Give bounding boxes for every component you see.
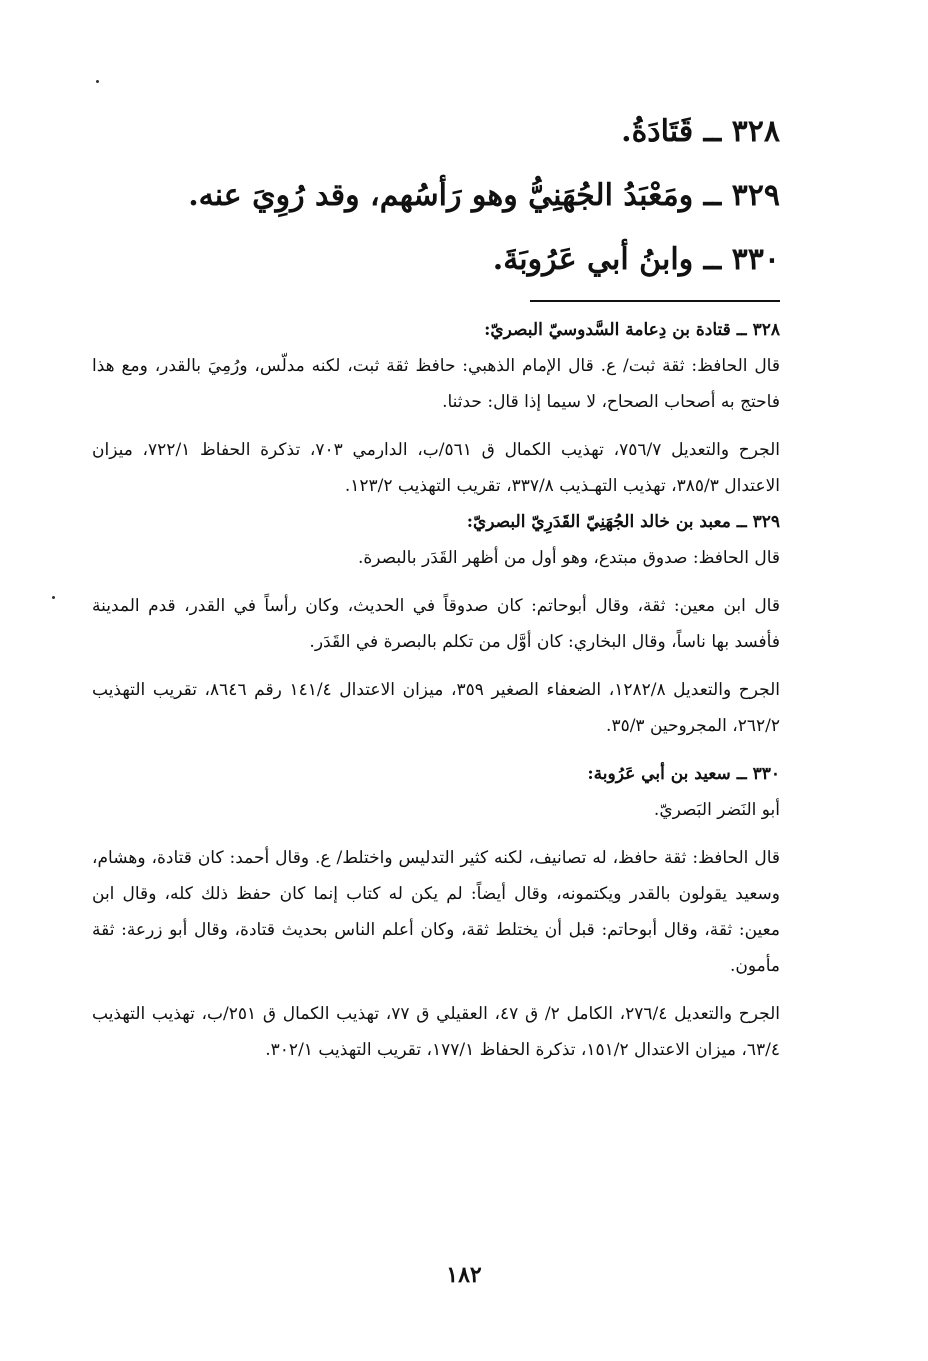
- note-paragraph: قال ابن معين: ثقة، وقال أبوحاتم: كان صدوقاً في الحديث، وكان رأساً في القدر، قدم المدينة فأفسد بها ناساً، وقال البخاري: كان أوَّل من تكلم بالبصرة في القَدَر.: [92, 596, 780, 652]
- main-line-329: ٣٢٩ ــ ومَعْبَدُ الجُهَنِيُّ وهو رَأسُهم، وقد رُوِيَ عنه.: [188, 178, 780, 213]
- main-text: [92, 100, 780, 292]
- page-number: ١٨٢: [446, 1262, 482, 1288]
- footnote-separator: [530, 300, 780, 302]
- footnotes: [92, 312, 780, 1068]
- scan-speck: [96, 80, 99, 83]
- note-references: الجرح والتعديل ٢٧٦/٤، الكامل ٢/ ق ٤٧، العقيلي ق ٧٧، تهذيب الكمال ق ٢٥١/ب، تهذيب التهذيب ٦٣/٤، ميزان الاعتدال ١٥١/٢، تذكرة الحفاظ ١٧٧/١، تقريب التهذيب ٣٠٢/١.: [92, 1004, 780, 1060]
- note-line: أبو النَضر البَصريّ.: [653, 800, 780, 820]
- note-paragraph: قال الحافظ: صدوق مبتدع، وهو أول من أظهر القَدَر بالبصرة.: [357, 548, 780, 568]
- note-heading-330: ٣٣٠ ــ سعيد بن أبي عَرُوبة:: [587, 764, 780, 784]
- note-references: الجرح والتعديل ١٢٨٢/٨، الضعفاء الصغير ٣٥٩، ميزان الاعتدال ١٤١/٤ رقم ٨٦٤٦، تقريب التهذيب ٢٦٢/٢، المجروحين ٣٥/٣.: [92, 680, 780, 736]
- scan-speck: [52, 596, 55, 599]
- note-references: الجرح والتعديل ٧٥٦/٧، تهذيب الكمال ق ٥٦١/ب، الدارمي ٧٠٣، تذكرة الحفاظ ٧٢٢/١، ميزان الاعتدال ٣٨٥/٣، تهذيب التهـذيب ٣٣٧/٨، تقريب التهذيب ١٢٣/٢.: [92, 440, 781, 496]
- note-heading-328: ٣٢٨ ــ قتادة بن دِعامة السَّدوسيّ البصريّ:: [484, 320, 780, 340]
- note-heading-329: ٣٢٩ ــ معبد بن خالد الجُهَنِيّ القَدَرِيّ البصريّ:: [466, 512, 780, 532]
- main-line-330: ٣٣٠ ــ وابنُ أبي عَرُوبَةَ.: [492, 242, 780, 277]
- main-line-328: ٣٢٨ ــ قَتَادَةُ.: [621, 114, 780, 149]
- note-paragraph: قال الحافظ: ثقة ثبت/ ع. قال الإمام الذهبي: حافظ ثقة ثبت، لكنه مدلّس، ورُمِيَ بالقدر، ومع هذا فاحتج به أصحاب الصحاح، لا سيما إذا قال: حدثنا.: [92, 356, 780, 412]
- note-paragraph: قال الحافظ: ثقة حافظ، له تصانيف، لكنه كثير التدليس واختلط/ ع. وقال أحمد: كان قتادة، وهشام، وسعيد يقولون بالقدر ويكتمونه، وقال أيضاً: لم يكن له كتاب إنما كان حفظ ذلك كله، وقال ابن معين: ثقة، وقال أبوحاتم: قبل أن يختلط ثقة، وكان أعلم الناس بحديث قتادة، وقال أبو زرعة: ثقة مأمون.: [92, 848, 780, 976]
